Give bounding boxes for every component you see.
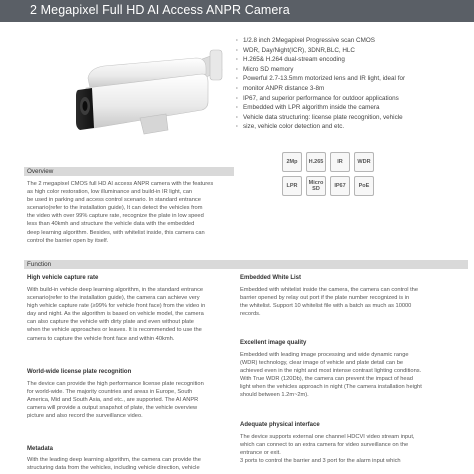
text-line: for world-wide. The majority countries and areas in Europe, South (27, 389, 193, 396)
subsection-text (240, 433, 470, 465)
feature-item: · Embedded with LPR algorithm inside the camera (236, 103, 468, 113)
text-line: records. (240, 311, 261, 318)
overview-title: Overview (27, 168, 54, 175)
text-line: The device can provide the high performance license plate recognition (27, 381, 204, 387)
text-line: should between 1.2m~2m). (240, 392, 309, 399)
text-line: barrier opened by relay out port if the plate number recognized is in (240, 295, 410, 302)
feature-item: · IP67, and superior performance for outdoor applications (236, 94, 468, 104)
feature-item: · monitor ANPR distance 3-8m (236, 84, 468, 94)
feature-badges (282, 152, 422, 200)
anpr-bullet-camera-icon (70, 44, 230, 144)
feature-item: · WDR, Day/Night(ICR), 3DNR,BLC, HLC (236, 46, 468, 56)
badge-label: IP67 (334, 183, 346, 189)
text-line: The 2 megapixel CMOS full HD AI access ANPR camera with the features (27, 181, 214, 187)
text-line: With build-in vehicle deep learning algorithm, in the standard entrance (27, 287, 204, 293)
text-line: can also capture the vehicle with dirty plate and even without plate (27, 319, 194, 326)
badge-label: H.265 (308, 159, 324, 165)
badge-label: IR (337, 159, 343, 165)
poe-icon (354, 176, 374, 196)
function-section-header (24, 260, 468, 269)
text-line: as high color restoration, low illuminance and build-in IR light, can (27, 189, 193, 196)
text-line: the whitelist. Support 10 whitelist file with a batch as much as 10000 (240, 303, 412, 310)
text-line: light when the vehicles approach in night (The camera installation height (240, 384, 422, 391)
feature-item: · 1/2.8 inch 2Megapixel Progressive scan CMOS (236, 36, 468, 46)
text-line: The device supports external one channel HDCVI video stream input, (240, 434, 415, 440)
badge-label: PoE (358, 183, 370, 189)
text-line: camera to capture the vehicle front face and within 40kmh. (27, 335, 175, 342)
badge-label: Micro SD (308, 180, 324, 192)
subsection-text (240, 286, 470, 318)
text-line: which can connect to an extra camera for video surveillance on the (240, 442, 409, 449)
subsection-heading: Metadata (27, 446, 54, 452)
text-line: (WDR) technology, clear image of vehicle and plate detail can be (240, 360, 404, 367)
text-line: With True WDR (120Db), the camera can prevent the impact of head (240, 376, 413, 383)
page-title: 2 Megapixel Full HD AI Access ANPR Camera (30, 3, 290, 17)
subsection-heading: Excellent image quality (240, 340, 307, 346)
feature-item: · H.265& H.264 dual-stream encoding (236, 55, 468, 65)
text-line: when the vehicle approaches or leaves. It is recommended to use the (27, 327, 202, 334)
text-line: With the leading deep learning algorithm, the camera can provide the (27, 457, 201, 463)
feature-item: · size, vehicle color detection and etc. (236, 122, 468, 132)
subsection-text (27, 456, 237, 472)
megapixel-icon (282, 152, 302, 172)
text-line: deep learning algorithm. Besides, with whitelist inside, this camera can (27, 229, 205, 236)
subsection-heading: Embedded White List (240, 275, 302, 281)
text-line: picture and also record the surveillance video. (27, 413, 143, 420)
subsection-text (240, 351, 470, 400)
micro-sd-icon (306, 176, 326, 196)
subsection-text (27, 380, 237, 420)
text-line: control the barrier open by itself. (27, 237, 109, 244)
header-band (0, 0, 474, 22)
feature-item: · Micro SD memory (236, 65, 468, 75)
text-line: America, Mid and South Asia, and etc., are supported. The AI ANPR (27, 397, 199, 404)
lpr-car-icon (282, 176, 302, 196)
wdr-icon (354, 152, 374, 172)
text-line: be used in parking and access control scenario. In standard entrance (27, 197, 201, 204)
feature-item: · Powerful 2.7-13.5mm motorized lens and IR light, ideal for (236, 74, 468, 84)
text-line: Embedded with whitelist inside the camera, the camera can control the (240, 287, 418, 293)
subsection-heading: Adequate physical interface (240, 422, 320, 428)
ip67-icon (330, 176, 350, 196)
feature-list (236, 36, 468, 132)
subsection-heading: World-wide license plate recognition (27, 369, 132, 375)
feature-item: · Vehicle data structuring: license plate recognition, vehicle (236, 113, 468, 123)
badge-label: 2Mp (286, 159, 298, 165)
ir-icon (330, 152, 350, 172)
overview-text (27, 180, 237, 245)
text-line: scenario(refer to the installation guide), It can detect the vehicles from (27, 205, 203, 212)
text-line: less than 40kmh and structure the vehicle data with the embedded (27, 221, 195, 228)
text-line: scenario(refer to the installation guide), the camera can achieve very (27, 295, 200, 302)
text-line: entrance or exit. (240, 450, 281, 457)
text-line: high vehicle capture rate (≥99% for vehicle front face) from the video in (27, 303, 206, 310)
text-line: achieved even in the night and most intense contrast lighting conditions. (240, 368, 422, 375)
text-line: day and night. As the algorithm is based on vehicle model, the camera (27, 311, 204, 318)
overview-section-header (24, 167, 234, 176)
text-line: the video with over 99% capture rate, recognize the plate in low speed (27, 213, 204, 220)
text-line: 3 ports to control the barrier and 3 port for the alarm input which (240, 458, 401, 465)
text-line: Embedded with leading image processing and wide dynamic range (240, 352, 409, 358)
h265-icon (306, 152, 326, 172)
subsection-heading: High vehicle capture rate (27, 275, 99, 281)
text-line: camera will provide a output snapshot of plate, the vehicle overview (27, 405, 198, 412)
subsection-text (27, 286, 237, 343)
badge-label: WDR (357, 159, 371, 165)
text-line: structuring data from the vehicles, including vehicle direction, vehicle (27, 465, 200, 472)
function-title: Function (27, 261, 52, 268)
badge-label: LPR (286, 183, 298, 189)
